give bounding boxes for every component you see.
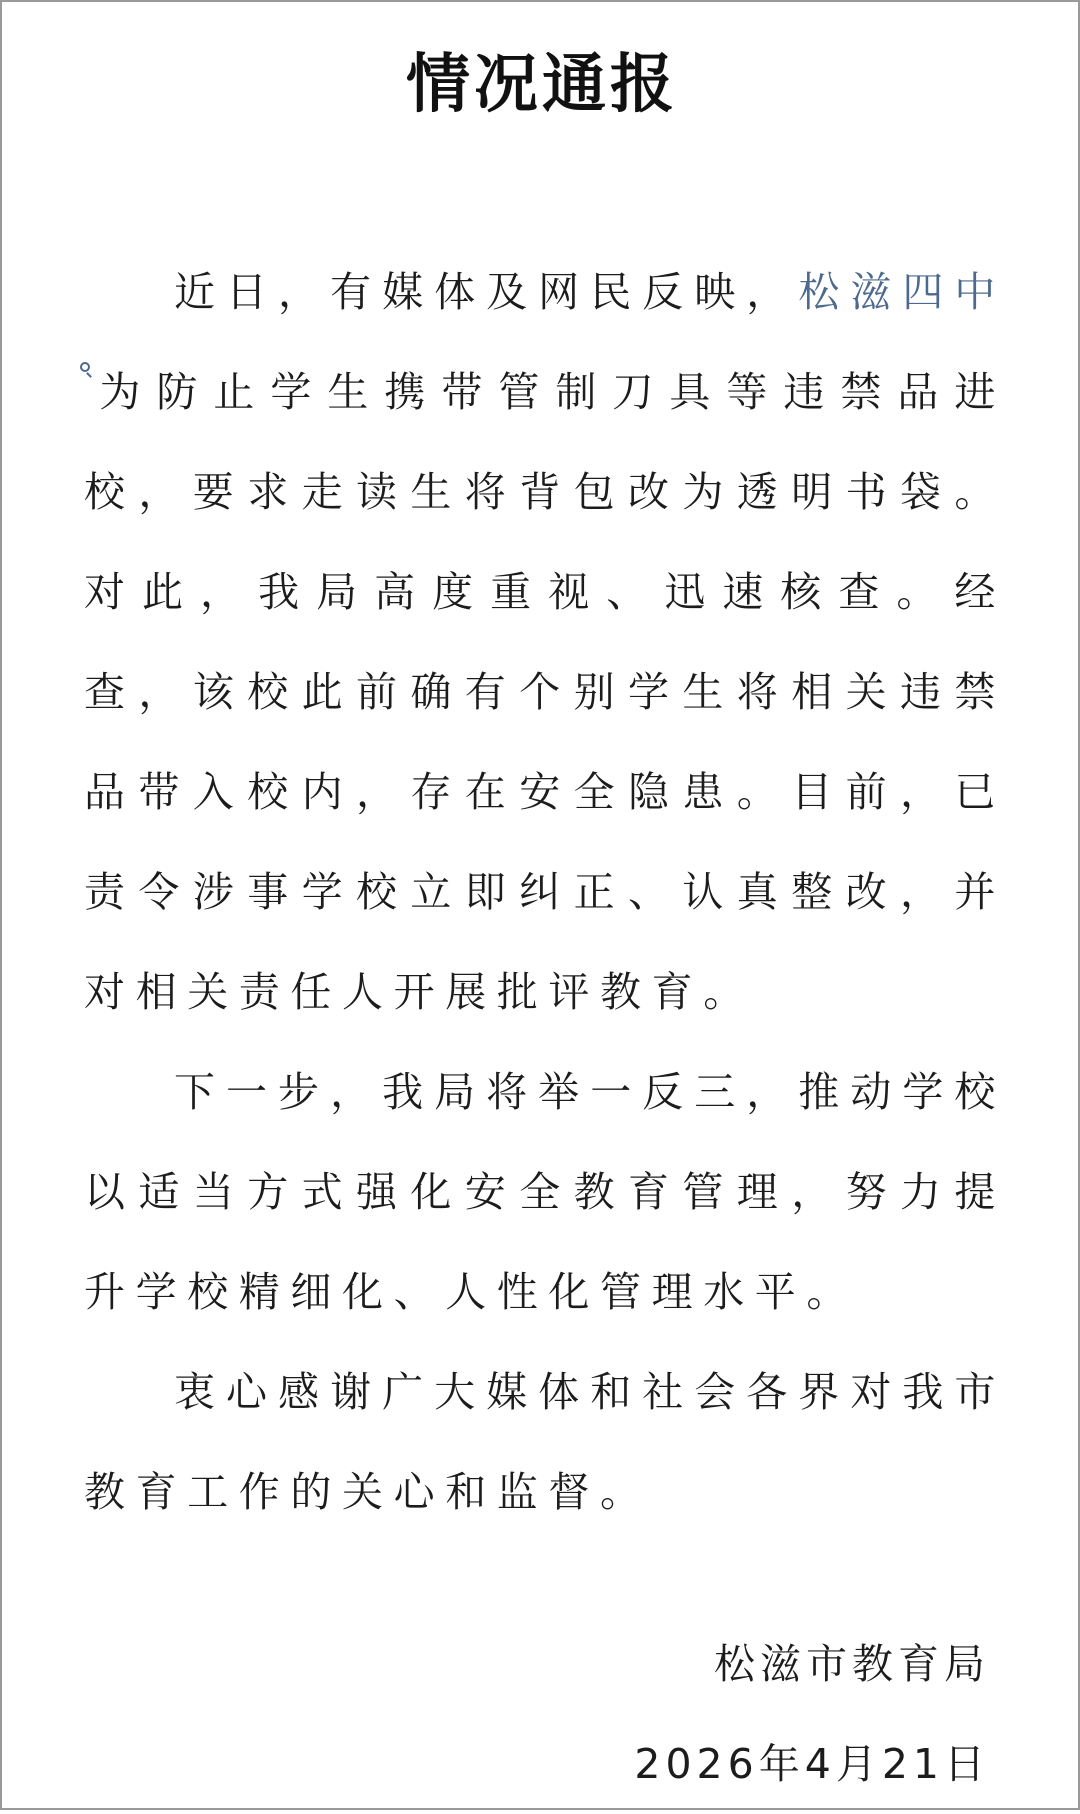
school-search-link[interactable]: 松滋四中 xyxy=(798,268,1006,316)
issue-date: 2026年4月21日 xyxy=(634,1740,990,1788)
signature-block xyxy=(634,1614,990,1814)
paragraph-3: 衷心感谢广大媒体和社会各界对我市教育工作的关心和监督。 xyxy=(84,1368,1006,1516)
paragraph-1-rest: 为防止学生携带管制刀具等违禁品进校，要求走读生将背包改为透明书袋。对此，我局高度重视、迅速核查。经查，该校此前确有个别学生将相关违禁品带入校内，存在安全隐患。目前，已责令涉事学校立即纠正、认真整改，并对相关责任人开展批评教育。 xyxy=(84,368,1006,1016)
paragraph-1-lead: 近日，有媒体及网民反映， xyxy=(174,268,799,316)
paragraph-2: 下一步，我局将举一反三，推动学校以适当方式强化安全教育管理，努力提升学校精细化、人性化管理水平。 xyxy=(84,1068,1006,1316)
search-icon[interactable] xyxy=(80,362,94,376)
paragraph-1 xyxy=(84,242,1006,1042)
page-title: 情况通报 xyxy=(406,48,678,122)
document-body xyxy=(84,242,1006,1542)
issuer-name: 松滋市教育局 xyxy=(714,1640,990,1688)
